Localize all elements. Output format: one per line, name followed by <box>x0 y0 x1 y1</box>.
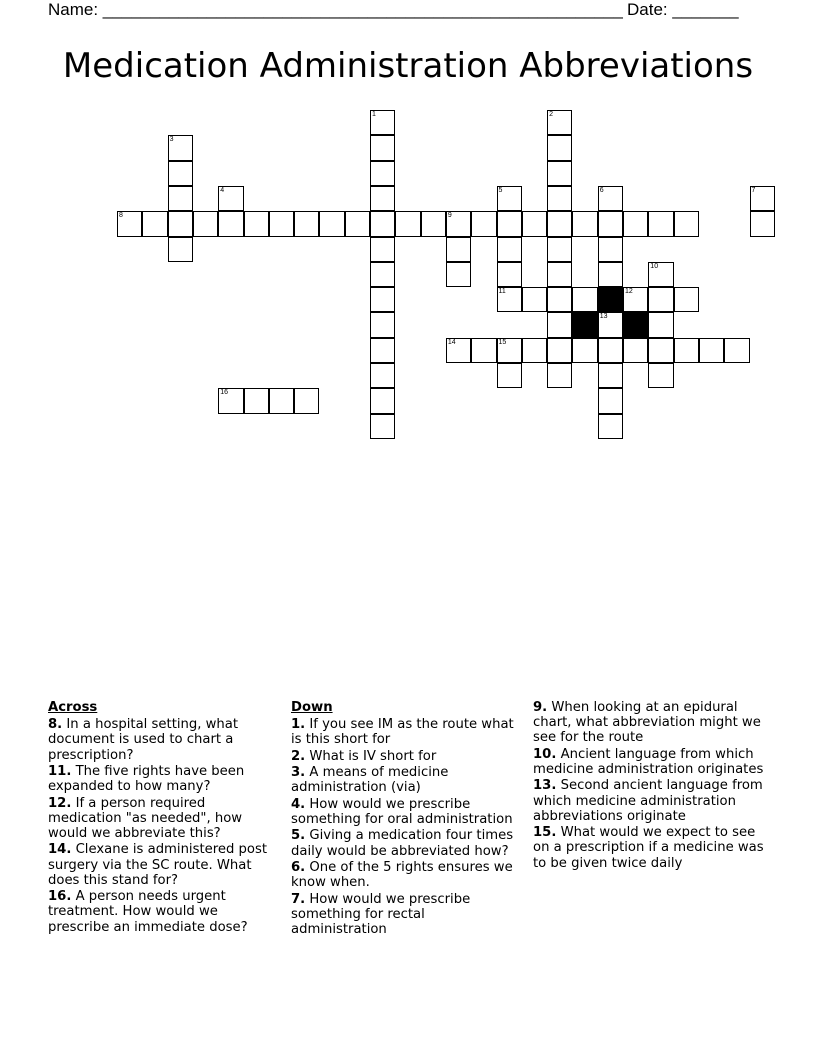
clue-number: 3 <box>169 136 174 144</box>
crossword-cell[interactable] <box>370 186 395 211</box>
crossword-cell[interactable] <box>598 211 623 236</box>
clue-item-text: One of the 5 rights ensures we know when. <box>291 859 513 891</box>
across-clues <box>48 700 278 936</box>
crossword-cell[interactable] <box>244 388 269 413</box>
crossword-cell[interactable] <box>598 237 623 262</box>
clue-number: 7 <box>751 186 756 194</box>
clue-item-text: What is IV short for <box>309 748 437 764</box>
crossword-cell[interactable] <box>572 287 597 312</box>
crossword-cell[interactable] <box>370 363 395 388</box>
clue-item <box>48 717 278 763</box>
crossword-cell[interactable] <box>395 211 420 236</box>
crossword-cell[interactable] <box>547 262 572 287</box>
down-clues <box>291 700 523 938</box>
crossword-cell[interactable] <box>446 237 471 262</box>
crossword-cell[interactable] <box>750 186 775 211</box>
crossword-cell[interactable] <box>674 211 699 236</box>
down-clues-continued <box>533 700 765 872</box>
clue-item-text: In a hospital setting, what document is used to chart a prescription? <box>48 717 239 763</box>
clue-item <box>291 797 523 827</box>
crossword-cell[interactable] <box>446 262 471 287</box>
clue-item <box>291 828 523 858</box>
crossword-cell[interactable] <box>648 312 673 337</box>
crossword-cell[interactable] <box>168 135 193 160</box>
clue-item-number: 4. <box>291 796 306 812</box>
crossword-cell[interactable] <box>497 237 522 262</box>
crossword-cell[interactable] <box>648 262 673 287</box>
clue-item-number: 1. <box>291 717 306 733</box>
page-title: Medication Administration Abbreviations <box>62 46 754 86</box>
crossword-cell[interactable] <box>370 161 395 186</box>
crossword-cell[interactable] <box>648 211 673 236</box>
clue-number: 1 <box>372 111 376 118</box>
clue-number: 15 <box>498 338 507 346</box>
clue-item-text: What would we expect to see on a prescription if a medicine was to be given twice daily <box>533 825 764 871</box>
clue-item-text: When looking at an epidural chart, what abbreviation might we see for the route <box>533 700 761 746</box>
clue-item-number: 15. <box>533 825 557 841</box>
crossword-cell[interactable] <box>193 211 218 236</box>
crossword-cell[interactable] <box>370 262 395 287</box>
crossword-cell[interactable] <box>471 338 496 363</box>
crossword-cell[interactable] <box>547 211 572 236</box>
crossword-cell[interactable] <box>269 388 294 413</box>
crossword-cell[interactable] <box>598 312 623 337</box>
clue-item <box>48 889 278 935</box>
clue-item-number: 12. <box>48 795 72 811</box>
crossword-cell[interactable] <box>319 211 344 236</box>
crossword-cell[interactable] <box>547 110 572 135</box>
crossword-block <box>623 312 648 337</box>
crossword-cell[interactable] <box>674 287 699 312</box>
crossword-cell[interactable] <box>370 287 395 312</box>
clue-item-text: A person needs urgent treatment. How would we prescribe an immediate dose? <box>48 889 248 935</box>
clue-item-text: How would we prescribe something for oral administration <box>291 796 513 827</box>
crossword-cell[interactable] <box>168 237 193 262</box>
crossword-cell[interactable] <box>117 211 142 236</box>
clue-item <box>533 778 765 824</box>
clue-number: 9 <box>447 212 452 220</box>
crossword-cell[interactable] <box>547 363 572 388</box>
clue-item-text: How would we prescribe something for rectal administration <box>291 891 471 937</box>
clue-item-text: A means of medicine administration (via) <box>291 765 449 796</box>
clue-item-number: 16. <box>48 889 72 905</box>
crossword-cell[interactable] <box>497 262 522 287</box>
crossword-cell[interactable] <box>547 287 572 312</box>
clue-item-number: 2. <box>291 748 306 764</box>
crossword-cell[interactable] <box>648 363 673 388</box>
crossword-cell[interactable] <box>623 211 648 236</box>
clue-item-number: 7. <box>291 891 306 907</box>
crossword-cell[interactable] <box>168 211 193 236</box>
crossword-cell[interactable] <box>370 338 395 363</box>
clue-item <box>48 764 278 794</box>
clue-item-text: If you see IM as the route what is this short for <box>291 717 514 748</box>
clue-item <box>533 700 765 746</box>
clue-item <box>533 825 765 871</box>
down-heading: Down <box>291 700 333 715</box>
crossword-cell[interactable] <box>598 388 623 413</box>
crossword-cell[interactable] <box>547 312 572 337</box>
crossword-grid <box>0 0 816 460</box>
crossword-cell[interactable] <box>370 211 395 236</box>
crossword-cell[interactable] <box>446 211 471 236</box>
crossword-cell[interactable] <box>547 186 572 211</box>
clue-item <box>48 796 278 842</box>
crossword-cell[interactable] <box>547 338 572 363</box>
clue-item <box>291 765 523 795</box>
clue-item-number: 3. <box>291 765 306 781</box>
clue-item-number: 11. <box>48 764 72 779</box>
crossword-cell[interactable] <box>370 237 395 262</box>
crossword-cell[interactable] <box>446 338 471 363</box>
crossword-cell[interactable] <box>294 388 319 413</box>
clue-item-text: The five rights have been expanded to how many? <box>48 764 245 795</box>
clue-item-text: Clexane is administered post surgery via the SC route. What does this stand for? <box>48 842 268 888</box>
clue-item-number: 6. <box>291 859 306 875</box>
clue-item-number: 5. <box>291 828 306 844</box>
crossword-cell[interactable] <box>421 211 446 236</box>
clue-number: 11 <box>498 288 506 296</box>
crossword-cell[interactable] <box>497 287 522 312</box>
crossword-cell[interactable] <box>623 287 648 312</box>
clue-item-number: 10. <box>533 746 557 762</box>
crossword-block <box>572 312 597 337</box>
clue-item <box>291 892 523 938</box>
clue-item-number: 13. <box>533 778 557 794</box>
crossword-cell[interactable] <box>497 186 522 211</box>
clue-number: 8 <box>119 212 123 220</box>
crossword-cell[interactable] <box>345 211 370 236</box>
clue-item-text: Second ancient language from which medicine administration abbreviations originate <box>533 778 763 824</box>
clue-number: 14 <box>447 338 456 346</box>
clue-number: 12 <box>625 288 633 296</box>
clue-item <box>533 747 765 777</box>
clue-number: 16 <box>220 389 228 397</box>
crossword-cell[interactable] <box>598 186 623 211</box>
crossword-cell[interactable] <box>269 211 294 236</box>
across-heading: Across <box>48 700 98 715</box>
crossword-cell[interactable] <box>674 338 699 363</box>
crossword-cell[interactable] <box>218 388 243 413</box>
crossword-cell[interactable] <box>547 161 572 186</box>
clue-item-number: 9. <box>533 700 548 715</box>
name-field[interactable]: Name: _______________________________________________________ <box>48 0 623 19</box>
crossword-cell[interactable] <box>572 338 597 363</box>
crossword-cell[interactable] <box>471 211 496 236</box>
clue-item <box>291 860 523 890</box>
crossword-cell[interactable] <box>370 312 395 337</box>
crossword-cell[interactable] <box>370 135 395 160</box>
clue-number: 4 <box>220 186 225 194</box>
crossword-cell[interactable] <box>168 186 193 211</box>
crossword-cell[interactable] <box>598 338 623 363</box>
crossword-cell[interactable] <box>572 211 597 236</box>
clue-item <box>48 842 278 888</box>
clue-number: 10 <box>650 262 659 270</box>
crossword-cell[interactable] <box>750 211 775 236</box>
clue-item-number: 8. <box>48 717 63 733</box>
crossword-cell[interactable] <box>142 211 167 236</box>
clue-number: 13 <box>599 313 608 321</box>
crossword-cell[interactable] <box>244 211 269 236</box>
crossword-block <box>598 287 623 312</box>
crossword-cell[interactable] <box>497 363 522 388</box>
crossword-cell[interactable] <box>294 211 319 236</box>
crossword-cell[interactable] <box>648 338 673 363</box>
crossword-cell[interactable] <box>497 211 522 236</box>
clue-item-text: If a person required medication "as needed", how would we abbreviate this? <box>48 795 243 841</box>
clue-number: 6 <box>599 186 604 194</box>
crossword-cell[interactable] <box>547 237 572 262</box>
clue-number: 5 <box>498 186 503 194</box>
clue-item-number: 14. <box>48 842 72 858</box>
crossword-cell[interactable] <box>218 186 243 211</box>
crossword-cell[interactable] <box>623 338 648 363</box>
clue-number: 2 <box>549 111 553 118</box>
crossword-cell[interactable] <box>218 211 243 236</box>
crossword-cell[interactable] <box>168 161 193 186</box>
crossword-cell[interactable] <box>724 338 749 363</box>
date-field[interactable]: Date: _______ <box>627 0 739 19</box>
clue-item <box>291 749 523 764</box>
clue-item-text: Ancient language from which medicine administration originates <box>533 746 764 777</box>
crossword-cell[interactable] <box>370 414 395 439</box>
crossword-cell[interactable] <box>497 338 522 363</box>
crossword-cell[interactable] <box>598 262 623 287</box>
crossword-cell[interactable] <box>370 110 395 135</box>
crossword-cell[interactable] <box>598 414 623 439</box>
crossword-cell[interactable] <box>598 363 623 388</box>
crossword-cell[interactable] <box>522 287 547 312</box>
crossword-cell[interactable] <box>522 338 547 363</box>
crossword-cell[interactable] <box>547 135 572 160</box>
clue-item <box>291 717 523 747</box>
clue-item-text: Giving a medication four times daily would be abbreviated how? <box>291 828 514 859</box>
crossword-cell[interactable] <box>370 388 395 413</box>
crossword-cell[interactable] <box>522 211 547 236</box>
crossword-cell[interactable] <box>699 338 724 363</box>
crossword-cell[interactable] <box>648 287 673 312</box>
